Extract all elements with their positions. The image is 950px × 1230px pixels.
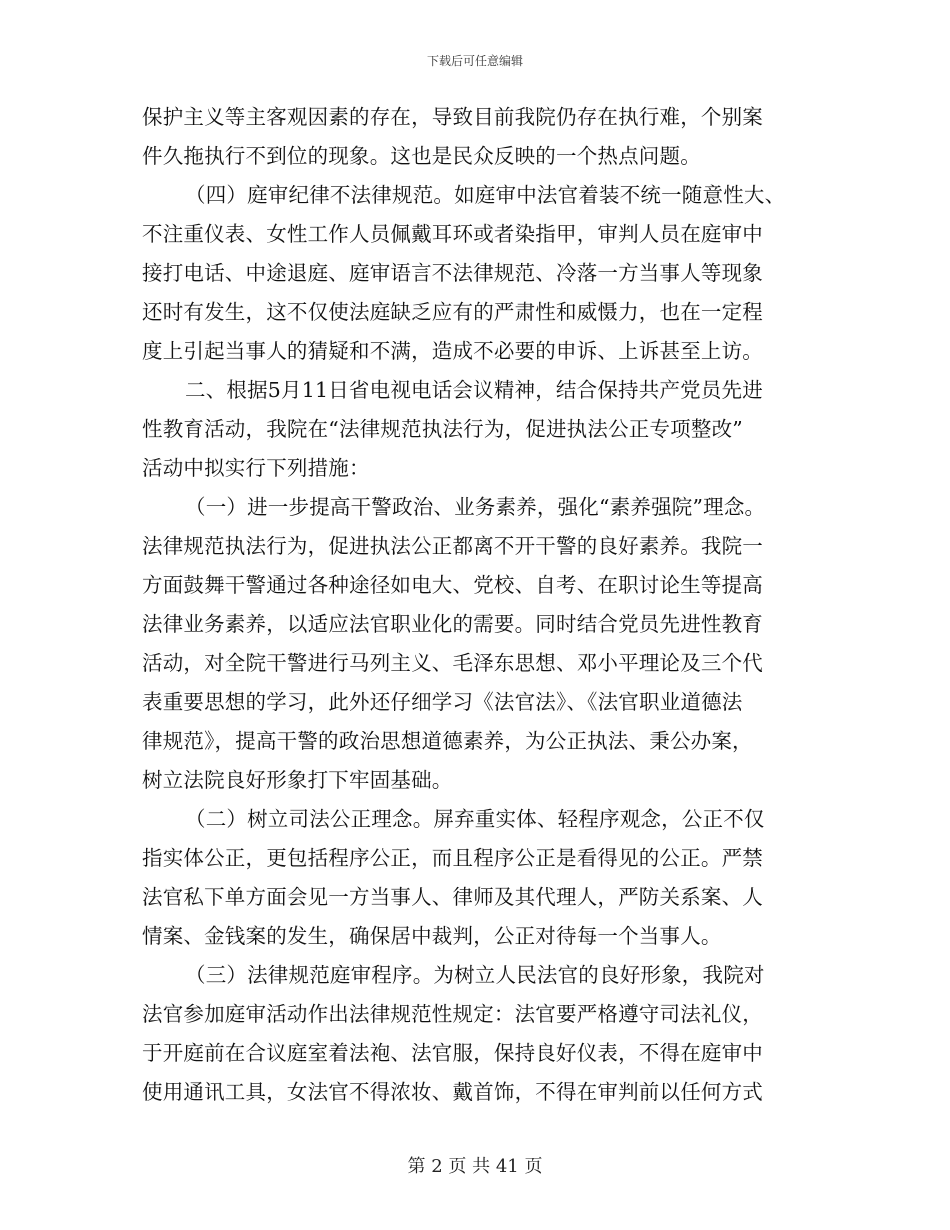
paragraph-start-line: （四）庭审纪律不法律规范。如庭审中法官着装不统一随意性大、 bbox=[185, 183, 786, 207]
text-line: 性教育活动，我院在“法律规范执法行为，促进执法公正专项整改” bbox=[142, 417, 743, 441]
text-line: 活动中拟实行下列措施： bbox=[142, 456, 370, 480]
text-line: 件久拖执行不到位的现象。这也是民众反映的一个热点问题。 bbox=[142, 144, 701, 168]
text-line: 情案、金钱案的发生，确保居中裁判，公正对待每一个当事人。 bbox=[142, 924, 722, 948]
page-number-footer: 第 2 页 共 41 页 bbox=[407, 1156, 543, 1177]
text-line: 保护主义等主客观因素的存在，导致目前我院仍存在执行难，个别案 bbox=[142, 105, 763, 129]
paragraph-start-line: （三）法律规范庭审程序。为树立人民法官的良好形象，我院对 bbox=[185, 963, 765, 987]
text-line: 于开庭前在合议庭室着法袍、法官服，保持良好仪表，不得在庭审中 bbox=[142, 1041, 763, 1065]
text-line: 法官私下单方面会见一方当事人、律师及其代理人，严防关系案、人 bbox=[142, 885, 763, 909]
text-line: 度上引起当事人的猜疑和不满，造成不必要的申诉、上诉甚至上访。 bbox=[142, 339, 763, 363]
text-line: 接打电话、中途退庭、庭审语言不法律规范、冷落一方当事人等现象 bbox=[142, 261, 763, 285]
text-line: 法律业务素养，以适应法官职业化的需要。同时结合党员先进性教育 bbox=[142, 612, 763, 636]
text-line: 不注重仪表、女性工作人员佩戴耳环或者染指甲，审判人员在庭审中 bbox=[142, 222, 763, 246]
text-line: 还时有发生，这不仅使法庭缺乏应有的严肃性和威慑力，也在一定程 bbox=[142, 300, 763, 324]
text-line: 法官参加庭审活动作出法律规范性规定：法官要严格遵守司法礼仪， bbox=[142, 1002, 763, 1026]
page-header-note: 下载后可任意编辑 bbox=[426, 54, 523, 68]
text-line: 方面鼓舞干警通过各种途径如电大、党校、自考、在职讨论生等提高 bbox=[142, 573, 763, 597]
paragraph-start-line: 二、根据5月11日省电视电话会议精神，结合保持共产党员先进 bbox=[185, 378, 763, 402]
text-line: 活动，对全院干警进行马列主义、毛泽东思想、邓小平理论及三个代 bbox=[142, 651, 763, 675]
text-line: 树立法院良好形象打下牢固基础。 bbox=[142, 768, 453, 792]
document-body bbox=[142, 98, 822, 1112]
paragraph-start-line: （一）进一步提高干警政治、业务素养，强化“素养强院”理念。 bbox=[185, 495, 766, 519]
text-line: 表重要思想的学习，此外还仔细学习《法官法》、《法官职业道德法 bbox=[142, 690, 743, 714]
text-line: 法律规范执法行为，促进执法公正都离不开干警的良好素养。我院一 bbox=[142, 534, 763, 558]
text-line: 指实体公正，更包括程序公正，而且程序公正是看得见的公正。严禁 bbox=[142, 846, 763, 870]
text-line: 律规范》，提高干警的政治思想道德素养，为公正执法、秉公办案， bbox=[142, 729, 753, 753]
paragraph-start-line: （二）树立司法公正理念。屏弃重实体、轻程序观念，公正不仅 bbox=[185, 807, 765, 831]
text-line: 使用通讯工具，女法官不得浓妆、戴首饰，不得在审判前以任何方式 bbox=[142, 1080, 763, 1104]
